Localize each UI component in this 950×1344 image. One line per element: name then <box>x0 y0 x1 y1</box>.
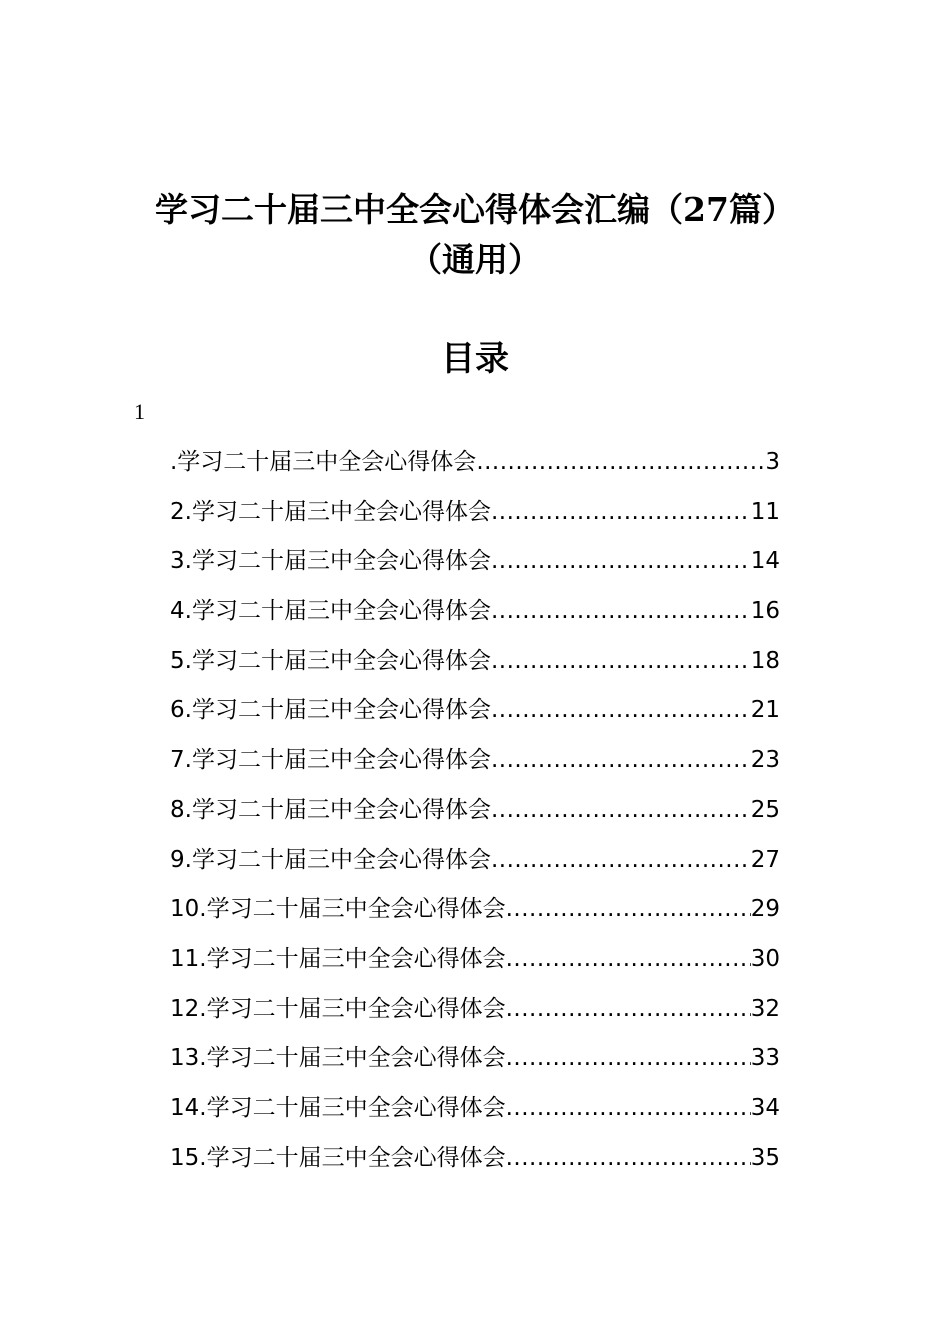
toc-entry-label: 11.学习二十届三中全会心得体会 <box>170 945 506 972</box>
toc-dot-leader <box>506 993 751 1025</box>
toc-dot-leader <box>506 943 751 975</box>
toc-entry[interactable] <box>170 496 780 546</box>
toc-entry-label: 7.学习二十届三中全会心得体会 <box>170 747 491 774</box>
toc-entry-page: 23 <box>750 747 780 774</box>
toc-dot-leader <box>491 794 751 826</box>
toc-entry[interactable] <box>170 993 780 1043</box>
toc-entry-label: 3.学习二十届三中全会心得体会 <box>170 548 491 575</box>
toc-dot-leader <box>506 1092 751 1124</box>
toc-entry[interactable] <box>170 744 780 794</box>
toc-entry-label: 6.学习二十届三中全会心得体会 <box>170 697 491 724</box>
toc-entry[interactable] <box>170 1142 780 1192</box>
toc-heading: 目录 <box>441 339 509 379</box>
toc-dot-leader <box>491 595 751 627</box>
toc-entry-label: .学习二十届三中全会心得体会 <box>170 449 477 475</box>
toc-entry-label: 5.学习二十届三中全会心得体会 <box>170 647 491 674</box>
toc-entry[interactable] <box>170 1092 780 1142</box>
toc-list <box>170 446 780 1191</box>
toc-entry-page: 25 <box>750 796 780 823</box>
toc-entry-page: 34 <box>750 1094 780 1121</box>
toc-entry-page: 33 <box>750 1045 780 1072</box>
toc-entry-label: 2.学习二十届三中全会心得体会 <box>170 498 491 525</box>
toc-entry-label: 8.学习二十届三中全会心得体会 <box>170 796 491 823</box>
toc-entry-page: 27 <box>750 846 780 873</box>
toc-entry[interactable] <box>170 446 780 496</box>
toc-entry[interactable] <box>170 794 780 844</box>
toc-dot-leader <box>491 744 751 776</box>
toc-entry[interactable] <box>170 844 780 894</box>
toc-entry[interactable] <box>170 694 780 744</box>
toc-dot-leader <box>491 844 751 876</box>
toc-entry[interactable] <box>170 595 780 645</box>
toc-entry[interactable] <box>170 893 780 943</box>
toc-entry-page: 30 <box>750 945 780 972</box>
toc-entry-page: 3 <box>765 449 780 475</box>
toc-dot-leader <box>491 645 751 677</box>
document-subtitle: （通用） <box>409 240 541 279</box>
toc-entry[interactable] <box>170 1042 780 1092</box>
toc-entry-label: 13.学习二十届三中全会心得体会 <box>170 1045 506 1072</box>
toc-entry-page: 29 <box>750 896 780 923</box>
toc-entry-page: 21 <box>750 697 780 724</box>
toc-dot-leader <box>476 446 765 478</box>
toc-entry-page: 11 <box>750 498 780 525</box>
toc-entry-label: 10.学习二十届三中全会心得体会 <box>170 896 506 923</box>
toc-entry-label: 4.学习二十届三中全会心得体会 <box>170 598 491 625</box>
toc-entry-page: 32 <box>750 995 780 1022</box>
toc-entry-label: 14.学习二十届三中全会心得体会 <box>170 1094 506 1121</box>
toc-entry-page: 18 <box>750 647 780 674</box>
toc-entry-page: 16 <box>750 598 780 625</box>
toc-dot-leader <box>506 893 751 925</box>
toc-entry-page: 14 <box>750 548 780 575</box>
toc-dot-leader <box>506 1042 751 1074</box>
toc-dot-leader <box>506 1142 751 1174</box>
toc-entry-label: 9.学习二十届三中全会心得体会 <box>170 846 491 873</box>
toc-dot-leader <box>491 694 751 726</box>
toc-entry[interactable] <box>170 645 780 695</box>
toc-dot-leader <box>491 496 751 528</box>
toc-entry[interactable] <box>170 545 780 595</box>
toc-entry[interactable] <box>170 943 780 993</box>
toc-entry-label: 12.学习二十届三中全会心得体会 <box>170 995 506 1022</box>
toc-number-fragment: 1 <box>134 399 145 424</box>
toc-dot-leader <box>491 545 751 577</box>
toc-entry-page: 35 <box>750 1144 780 1171</box>
toc-entry-label: 15.学习二十届三中全会心得体会 <box>170 1144 506 1171</box>
document-title: 学习二十届三中全会心得体会汇编（27篇） <box>155 190 795 229</box>
